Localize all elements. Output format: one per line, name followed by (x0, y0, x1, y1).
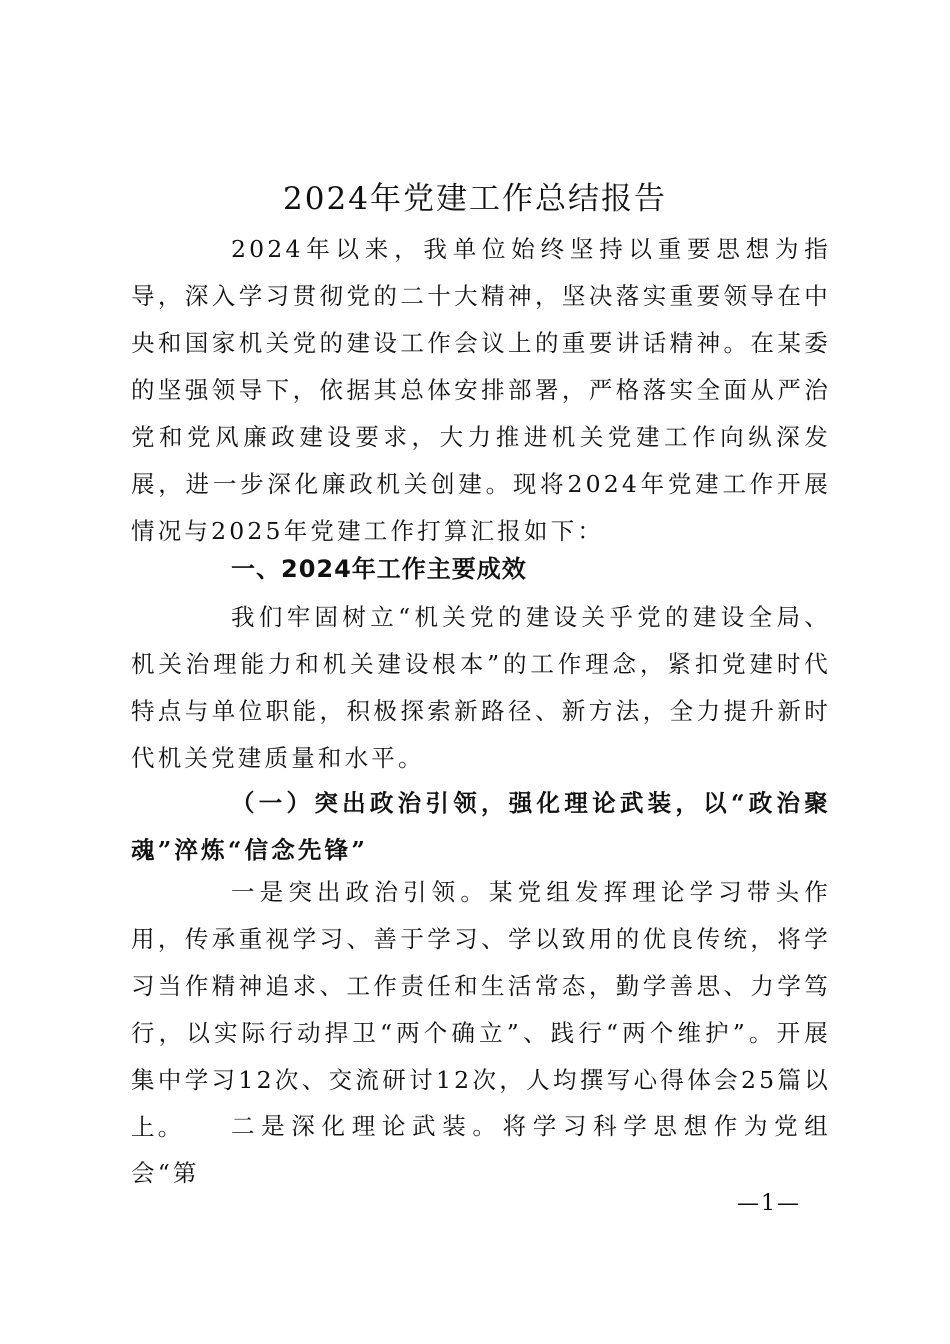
point-two-paragraph: 二是深化理论武装。将学习科学思想作为党组会“第 (131, 1112, 831, 1187)
section-heading: 一、2024年工作主要成效 (231, 555, 527, 583)
page-number: —1— (737, 1191, 801, 1216)
intro-paragraph: 2024年以来，我单位始终坚持以重要思想为指导，深入学习贯彻党的二十大精神，坚决落实重要领导在中央和国家机关党的建设工作会议上的重要讲话精神。在某委的坚强领导下，依据其总体安排部署，严格落实全面从严治党和党风廉政建设要求，大力推进机关党建工作向纵深发展，进一步深化廉政机关创建。现将2024年党建工作开展情况与2025年党建工作打算汇报如下： (131, 235, 831, 545)
section-intro-paragraph: 我们牢固树立“机关党的建设关乎党的建设全局、机关治理能力和机关建设根本”的工作理念，紧扣党建时代特点与单位职能，积极探索新路径、新方法，全力提升新时代机关党建质量和水平。 (131, 603, 831, 772)
point-one-paragraph: 一是突出政治引领。某党组发挥理论学习带头作用，传承重视学习、善于学习、学以致用的优良传统，将学习当作精神追求、工作责任和生活常态，勤学善思、力学笃行，以实际行动捍卫“两个确立”、践行“两个维护”。开展集中学习12次、交流研讨12次，人均撰写心得体会25篇以上。 (131, 878, 831, 1141)
document-title: 2024年党建工作总结报告 (283, 181, 667, 217)
subsection-heading: （一）突出政治引领，强化理论武装，以“政治聚魂”淬炼“信念先锋” (131, 789, 831, 864)
